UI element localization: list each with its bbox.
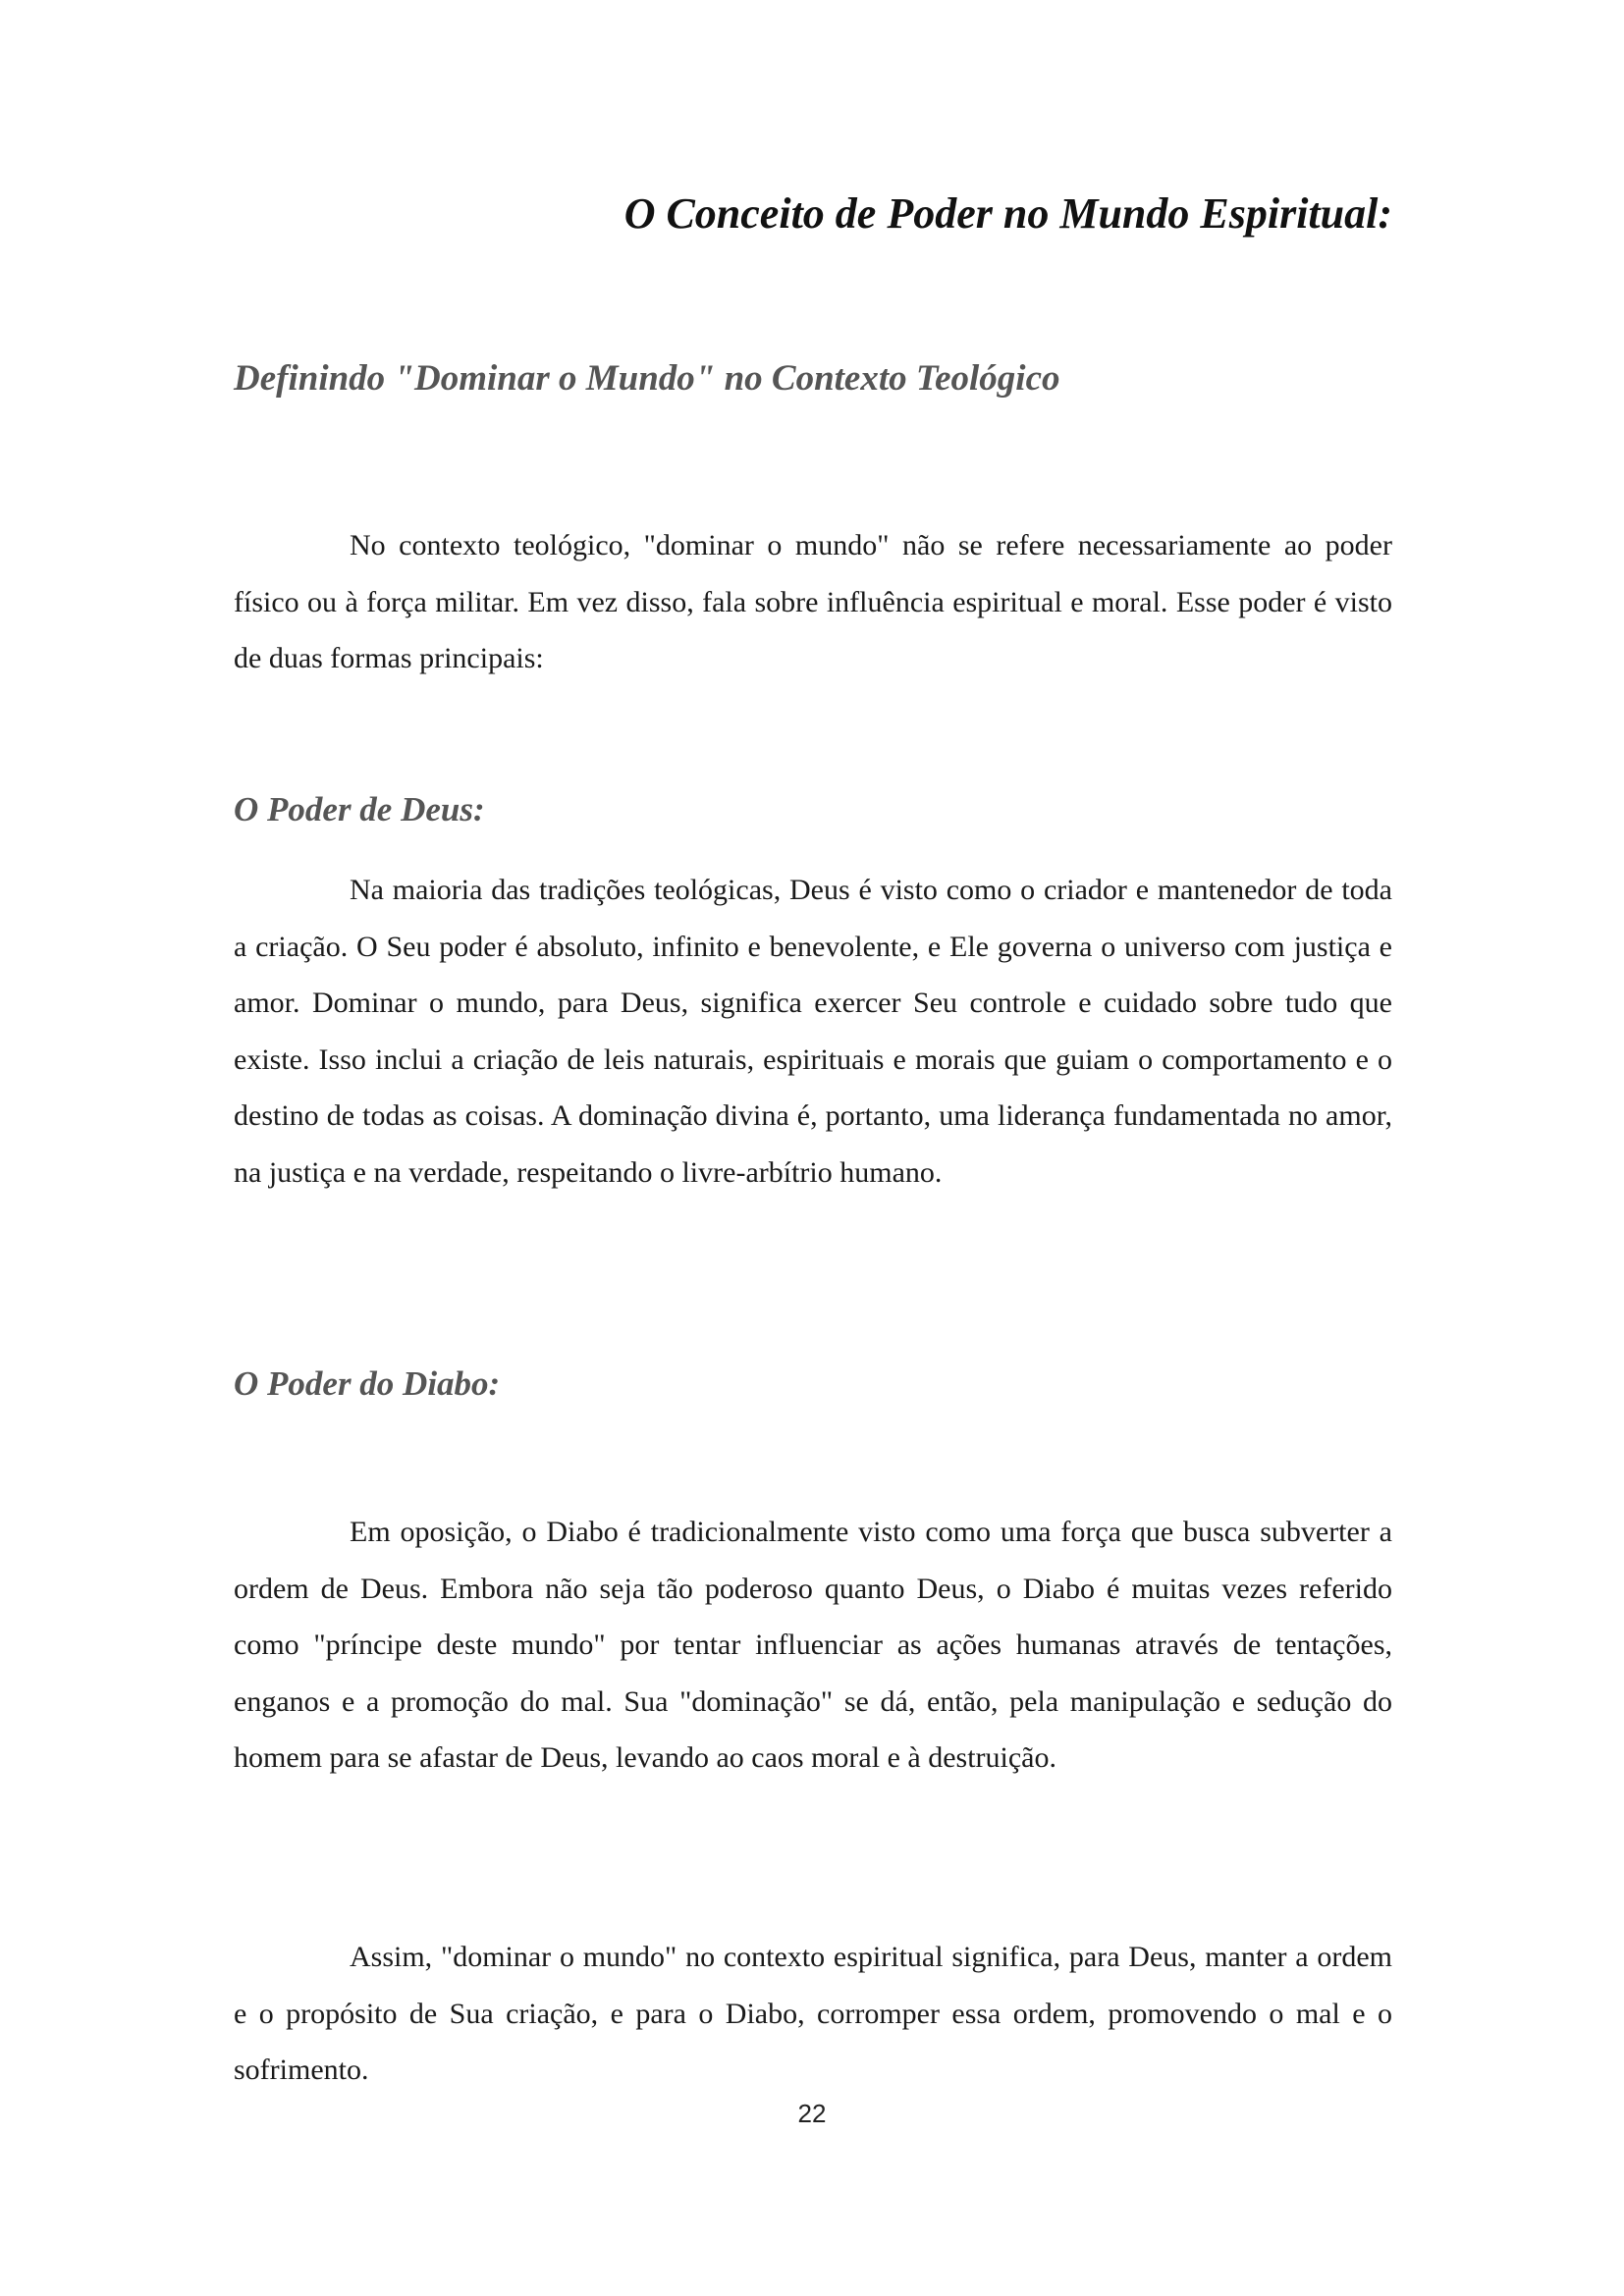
devil-power-paragraph: Em oposição, o Diabo é tradicionalmente visto como uma força que busca subverter a ordem de Deus. Embora não seja tão poderoso quanto Deus, o Diabo é muitas vezes referido como "príncipe deste mundo" por tentar influenciar as ações humanas através de tentações, enganos e a promoção do mal. Sua "dominação" se dá, então, pela manipulação e sedução do homem para se afastar de Deus, levando ao caos moral e à destruição. — [234, 1516, 1392, 1774]
chapter-title: O Conceito de Poder no Mundo Espiritual: — [623, 189, 1392, 238]
intro-paragraph: No contexto teológico, "dominar o mundo" não se refere necessariamente ao poder físico ou à força militar. Em vez disso, fala sobre influência espiritual e moral. Esse poder é visto de duas formas principais: — [234, 529, 1392, 674]
devil-power-heading: O Poder do Diabo: — [234, 1364, 501, 1403]
page-number: 22 — [797, 2099, 827, 2128]
section-title: Definindo "Dominar o Mundo" no Contexto Teológico — [234, 358, 1060, 399]
god-power-heading: O Poder de Deus: — [234, 790, 485, 828]
god-power-paragraph: Na maioria das tradições teológicas, Deus é visto como o criador e mantenedor de toda a criação. O Seu poder é absoluto, infinito e benevolente, e Ele governa o universo com justiça e amor. Dominar o mundo, para Deus, significa exercer Seu controle e cuidado sobre tudo que existe. Isso inclui a criação de leis naturais, espirituais e morais que guiam o comportamento e o destino de todas as coisas. A dominação divina é, portanto, uma liderança fundamentada no amor, na justiça e na verdade, respeitando o livre-arbítrio humano. — [234, 874, 1392, 1189]
conclusion-paragraph: Assim, "dominar o mundo" no contexto espiritual significa, para Deus, manter a ordem e o propósito de Sua criação, e para o Diabo, corromper essa ordem, promovendo o mal e o sofrimento. — [234, 1941, 1392, 2086]
